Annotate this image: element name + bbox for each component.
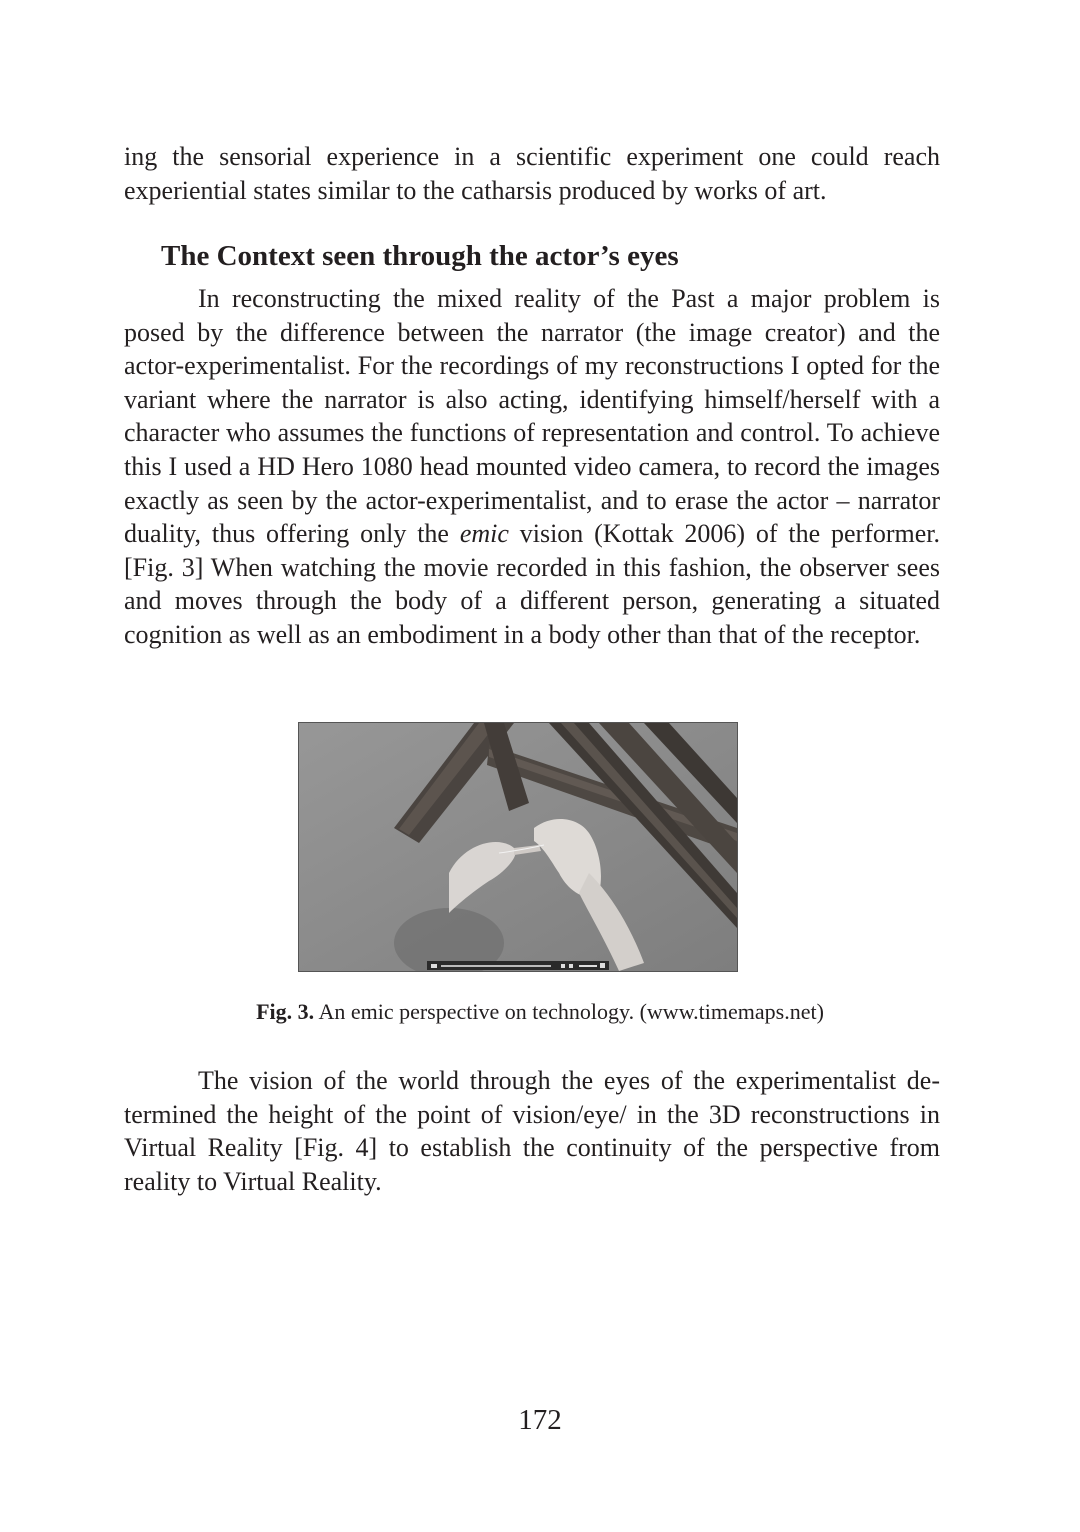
section-heading: The Context seen through the actor’s eyes [161, 240, 679, 272]
main-paragraph [124, 282, 940, 652]
main-paragraph-text-1: In reconstructing the mixed reality of the Past a major problem is posed by the difference between the narrator (the image creator) and the actor-experimentalist. For the recordings of my reconstructions I opted for the variant where the narrator is also acting, identifying himself/herself with a character who assumes the functions of representation and control. To achieve this I used a HD Hero 1080 head mounted video camera, to record the images exactly as seen by the actor-experimentalist, and to erase the actor – narrator duality, thus offering only the [124, 284, 940, 549]
page-number: 172 [518, 1404, 562, 1436]
emic-term: emic [459, 519, 509, 549]
video-still-image [299, 723, 737, 971]
figure-label: Fig. 3. [256, 999, 315, 1024]
main-paragraph-text-2: vision (Kottak 2006) of the performer. [Fig. 3] When watching the movie recorded in this fashion, the observer sees and moves through the body of a different person, generating a situated cognition as well as an embodiment in a body other than that of the receptor. [124, 519, 940, 649]
closing-paragraph: The vision of the world through the eyes of the experimentalist determined the height of the point of vision/eye/ in the 3D reconstructions in Virtual Reality [Fig. 4] to establish the continuity of the perspective from reality to Virtual Reality. [124, 1066, 940, 1196]
intro-paragraph: ing the sensorial experience in a scientific experiment one could reach experiential states similar to the catharsis produced by works of art. [124, 142, 940, 205]
figure-video-still [298, 722, 738, 972]
figure-caption [0, 997, 1080, 1027]
figure-caption-text: An emic perspective on technology. (www.timemaps.net) [318, 999, 824, 1024]
